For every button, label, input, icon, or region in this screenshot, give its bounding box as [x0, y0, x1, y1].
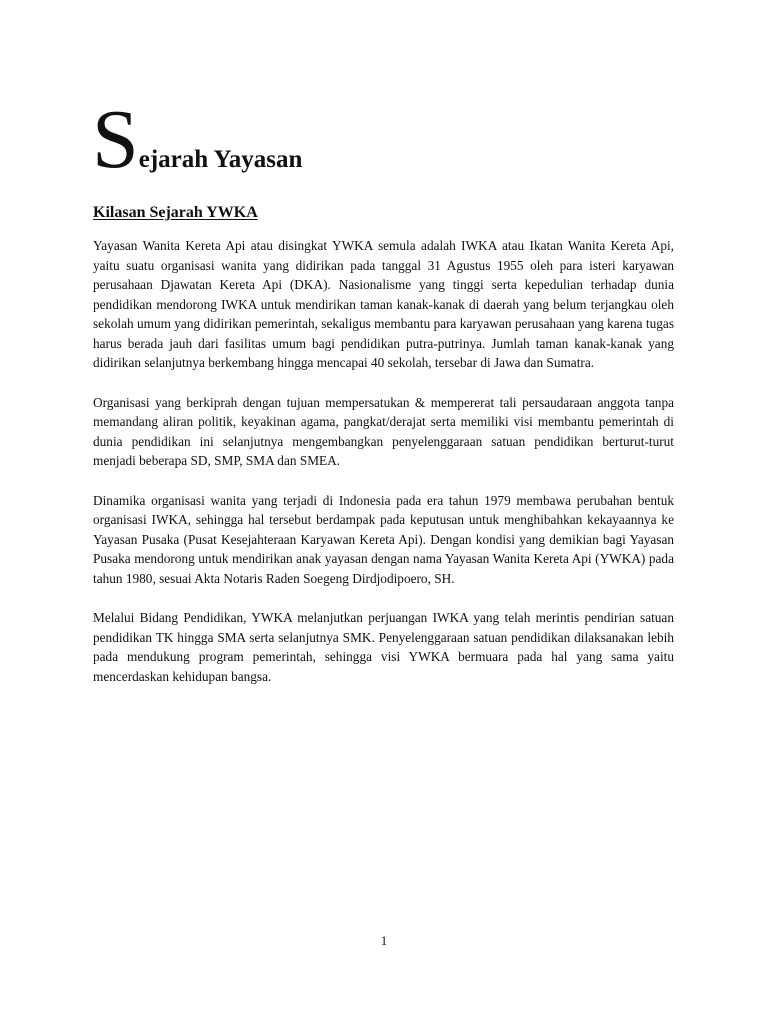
title-text: ejarah Yayasan	[138, 146, 303, 173]
paragraph-4: Melalui Bidang Pendidikan, YWKA melanjutkan perjuangan IWKA yang telah merintis pendirian satuan pendidikan TK hingga SMA serta selanjutnya SMK. Penyelenggaraan satuan pendidikan dilaksanakan lebih pada mendukung program pemerintah, sehingga visi YWKA bermuara pada hal yang sama yaitu mencerdaskan kehidupan bangsa.	[93, 610, 674, 684]
page-title	[92, 93, 303, 186]
paragraph-3: Dinamika organisasi wanita yang terjadi di Indonesia pada era tahun 1979 membawa perubahan bentuk organisasi IWKA, sehingga hal tersebut berdampak pada keputusan untuk menghibahkan kekayaannya ke Yayasan Pusaka (Pusat Kesejahteraan Karyawan Kereta Api). Dengan kondisi yang demikian bagi Yayasan Pusaka mendorong untuk mendirikan anak yayasan dengan nama Yayasan Wanita Kereta Api (YWKA) pada tahun 1980, sesuai Akta Notaris Raden Soegeng Dirdjodipoero, SH.	[93, 492, 674, 586]
paragraph-2: Organisasi yang berkiprah dengan tujuan mempersatukan & mempererat tali persaudaraan anggota tanpa memandang aliran politik, keyakinan agama, pangkat/derajat serta memiliki visi membantu pemerintah di dunia pendidikan ini selanjutnya mengembangkan penyelenggaraan satuan pendidikan berturut-turut menjadi beberapa SD, SMP, SMA dan SMEA.	[93, 394, 674, 468]
paragraph-1: Yayasan Wanita Kereta Api atau disingkat YWKA semula adalah IWKA atau Ikatan Wanita Kereta Api, yaitu suatu organisasi wanita yang didirikan pada tanggal 31 Agustus 1955 oleh para isteri karyawan perusahaan Djawatan Kereta Api (DKA). Nasionalisme yang tinggi serta kepedulian terhadap dunia pendidikan mendorong IWKA untuk mendirikan taman kanak-kanak di daerah yang belum terjangkau oleh sekolah umum yang didirikan pemerintah, sekaligus membantu para karyawan perusahaan yang karena tugas harus berada jauh dari fasilitas umum bagi pendidikan putra-putrinya. Jumlah taman kanak-kanak yang didirikan selanjutnya berkembang hingga mencapai 40 sekolah, tersebar di Jawa dan Sumatra.	[93, 238, 674, 370]
title-drop-cap: S	[92, 93, 138, 186]
section-heading: Kilasan Sejarah YWKA	[93, 204, 258, 221]
page-number: 1	[380, 933, 388, 948]
body-text	[93, 236, 674, 706]
